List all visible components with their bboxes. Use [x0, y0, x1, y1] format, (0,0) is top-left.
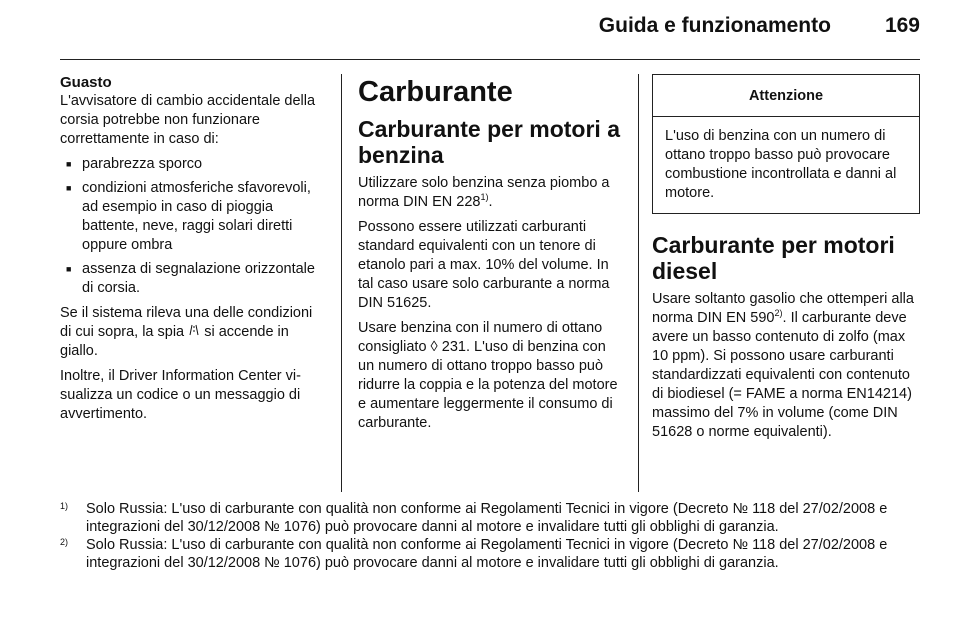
- page-ref-arrow-icon: ◊: [430, 339, 438, 355]
- fault-intro: L'avvisatore di cambio accidentale della corsia potrebbe non funzionare correttamente in caso di:: [60, 93, 316, 147]
- petrol-p2: Possono essere utilizzati carburanti standard equivalenti con un tenore di etanolo pari a max. 10% del volume. In tal caso usare solo carburante a norma DIN 51625.: [358, 219, 610, 311]
- warning-box: [652, 74, 920, 214]
- fault-list: [60, 155, 326, 298]
- column-divider: [341, 74, 342, 492]
- petrol-p3-rest: 231. L'uso di benzina con un numero di ottano troppo basso può ridurre la coppia e la potenza del motore e aumentare leggermente il consumo di carburante.: [358, 339, 618, 431]
- page-number: 169: [884, 14, 920, 37]
- petrol-p3: [358, 319, 623, 433]
- footnote-text: Solo Russia: L'uso di carburante con qualità non conforme ai Regolamenti Tecnici in vigore (Decreto № 118 del 27/02/2008 e integrazioni del 30/12/2008 № 1076) può provocare danni al motore e invalidare tutti gli obblighi di garanzia.: [86, 501, 888, 535]
- list-item: ■ parabrezza sporco: [60, 155, 326, 174]
- petrol-p1-text: Utilizzare solo benzina senza piombo a norma DIN EN 228: [358, 175, 610, 210]
- section-title: Guida e funzionamento: [598, 14, 831, 37]
- right-column: [652, 74, 920, 448]
- footnotes: [60, 500, 920, 572]
- footnote-text: Solo Russia: L'uso di carburante con qualità non conforme ai Regolamenti Tecnici in vigore (Decreto № 118 del 27/02/2008 e integrazioni del 30/12/2008 № 1076) può provocare danni al motore e invalidare tutti gli obblighi di garanzia.: [86, 537, 888, 571]
- petrol-p3-text: Usare benzina con il numero di ottano consigliato: [358, 320, 603, 355]
- footnote-mark: 1): [60, 501, 69, 511]
- footnote: [60, 536, 920, 572]
- indicator-paragraph: [60, 304, 326, 361]
- list-item: ■ condizioni atmosferiche sfavorevoli, ad esempio in caso di pioggia battente, neve, raggi solari diretti oppure ombra: [60, 179, 326, 255]
- footnote: [60, 500, 920, 536]
- petrol-p1: [358, 174, 623, 212]
- diesel-p1: [652, 290, 920, 442]
- dic-paragraph: Inoltre, il Driver Information Center visualizza un codice o un messaggio di avvertimento.: [60, 368, 301, 422]
- fault-heading: Guasto: [60, 74, 112, 91]
- indicator-text-a: Se il sistema rileva una delle condizioni di cui sopra, la spia: [60, 305, 313, 340]
- footnote-mark: 2): [60, 537, 69, 547]
- diesel-heading: Carburante per motori diesel: [652, 232, 895, 284]
- warning-text: L'uso di benzina con un numero di ottano troppo basso può provocare combustione incontrollata e danni al motore.: [665, 128, 897, 201]
- diesel-p1-rest: . Il carburante deve avere un basso contenuto di zolfo (max 10 ppm). Si possono usare carburanti standardizzati equivalenti con contenuto di biodiesel (= FAME a norma EN14214) massimo del 7% in volume (come DIN 51628 o norme equivalenti).: [652, 310, 912, 440]
- warning-title: Attenzione: [653, 75, 919, 117]
- column-divider: [638, 74, 639, 492]
- middle-column: [358, 74, 623, 439]
- list-item: ■ assenza di segnalazione orizzontale di corsia.: [60, 260, 326, 298]
- petrol-heading: Carburante per motori a benzina: [358, 116, 620, 168]
- page-header: [599, 14, 920, 38]
- left-column: [60, 74, 326, 430]
- diesel-p1-text: Usare soltanto gasolio che ottemperi alla norma DIN EN 590: [652, 291, 914, 326]
- lane-departure-icon: [188, 325, 200, 339]
- indicator-text-b: si accende in giallo.: [60, 324, 289, 359]
- petrol-p1-end: .: [488, 194, 493, 210]
- fuel-title: Carburante: [358, 76, 513, 108]
- header-rule: [60, 59, 920, 60]
- footnote-ref: 2): [774, 308, 783, 319]
- footnote-ref: 1): [480, 192, 489, 203]
